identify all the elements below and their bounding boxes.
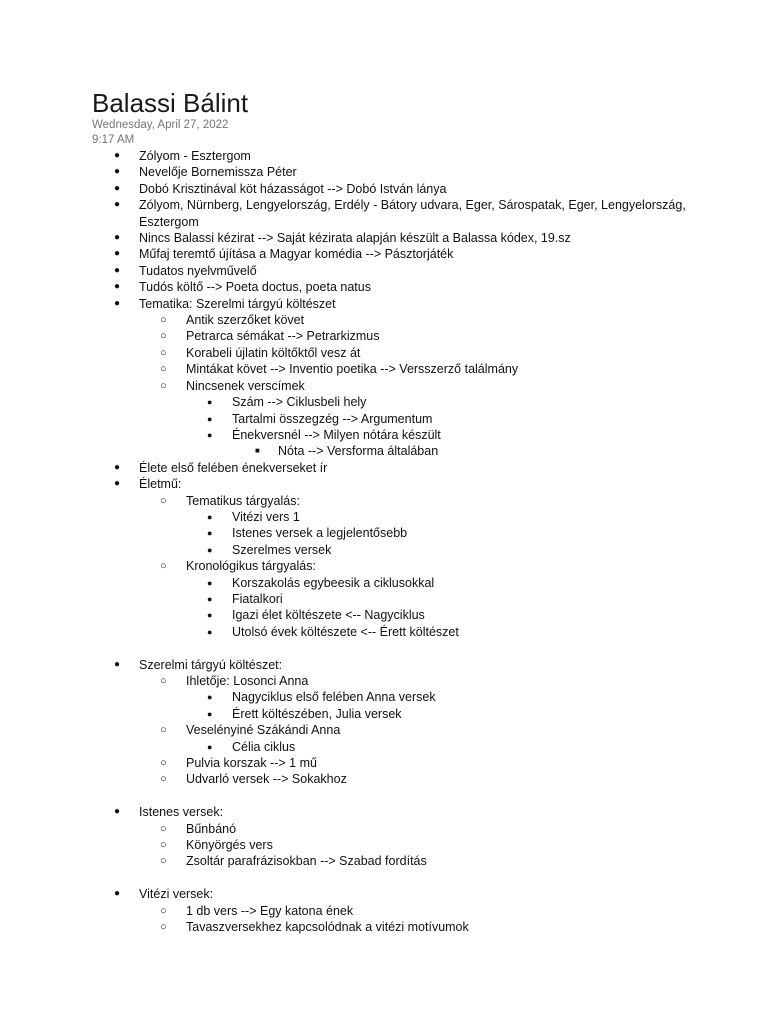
outline-item-text: Könyörgés vers bbox=[186, 838, 273, 853]
outline-item-level-1[interactable] bbox=[92, 493, 712, 509]
outline-item-text: Kronológikus tárgyalás: bbox=[186, 559, 316, 574]
filled-circle-bullet-icon: ● bbox=[207, 741, 213, 752]
outline-item-level-2[interactable] bbox=[92, 689, 712, 705]
outline-item-level-0[interactable] bbox=[92, 230, 712, 246]
outline-item-level-1[interactable] bbox=[92, 673, 712, 689]
filled-circle-bullet-icon: ● bbox=[207, 511, 213, 522]
outline-item-level-1[interactable] bbox=[92, 755, 712, 771]
outline-item-text: Zólyom, Nürnberg, Lengyelország, Erdély - Bátory udvara, Eger, Sárospatak, Eger, Lengyelország, Esztergom bbox=[139, 198, 686, 229]
outline-item-text: Tavaszversekhez kapcsolódnak a vitézi motívumok bbox=[186, 920, 469, 935]
hollow-circle-bullet-icon: ○ bbox=[160, 921, 167, 934]
filled-circle-bullet-icon: ● bbox=[114, 297, 121, 309]
hollow-circle-bullet-icon: ○ bbox=[160, 314, 167, 327]
outline-item-level-0[interactable] bbox=[92, 263, 712, 279]
outline-item-level-1[interactable] bbox=[92, 312, 712, 328]
outline-item-text: Zólyom - Esztergom bbox=[139, 149, 251, 163]
outline-item-level-1[interactable] bbox=[92, 903, 712, 919]
outline-item-level-1[interactable] bbox=[92, 722, 712, 738]
square-bullet-icon: ■ bbox=[255, 446, 260, 456]
outline-item-level-2[interactable] bbox=[92, 624, 712, 640]
outline-item-level-0[interactable] bbox=[92, 460, 712, 476]
outline-item-text: Petrarca sémákat --> Petrarkizmus bbox=[186, 329, 380, 344]
filled-circle-bullet-icon: ● bbox=[207, 413, 213, 424]
outline-item-text: Tematika: Szerelmi tárgyú költészet bbox=[139, 296, 336, 311]
outline-item-level-0[interactable] bbox=[92, 657, 712, 673]
filled-circle-bullet-icon: ● bbox=[207, 593, 213, 604]
filled-circle-bullet-icon: ● bbox=[207, 692, 213, 703]
filled-circle-bullet-icon: ● bbox=[207, 708, 213, 719]
outline-item-text: Szerelmi tárgyú költészet: bbox=[139, 657, 283, 672]
outline-item-level-0[interactable] bbox=[92, 164, 712, 180]
outline-item-level-1[interactable] bbox=[92, 919, 712, 935]
outline-item-text: Nevelője Bornemissza Péter bbox=[139, 165, 297, 180]
filled-circle-bullet-icon: ● bbox=[207, 610, 213, 621]
outline-item-text: Zsoltár parafrázisokban --> Szabad fordítás bbox=[186, 854, 427, 869]
outline-item-level-1[interactable] bbox=[92, 771, 712, 787]
outline-item-level-1[interactable] bbox=[92, 821, 712, 837]
outline-item-text: Vitézi vers 1 bbox=[232, 509, 300, 524]
outline-item-level-3[interactable] bbox=[92, 443, 712, 459]
hollow-circle-bullet-icon: ○ bbox=[160, 724, 167, 737]
filled-circle-bullet-icon: ● bbox=[114, 806, 121, 818]
hollow-circle-bullet-icon: ○ bbox=[160, 839, 167, 852]
outline-item-level-0[interactable] bbox=[92, 886, 712, 902]
outline-item-text: 1 db vers --> Egy katona ének bbox=[186, 903, 354, 918]
note-time: 9:17 AM bbox=[92, 134, 135, 146]
outline-item-text: Életmű: bbox=[139, 477, 182, 492]
filled-circle-bullet-icon: ● bbox=[114, 248, 121, 260]
hollow-circle-bullet-icon: ○ bbox=[160, 773, 167, 786]
outline-item-text: Tudós költő --> Poeta doctus, poeta natus bbox=[139, 280, 371, 295]
filled-circle-bullet-icon: ● bbox=[114, 888, 121, 900]
outline-item-text: Istenes versek: bbox=[139, 805, 224, 820]
hollow-circle-bullet-icon: ○ bbox=[160, 904, 167, 917]
outline-item-level-0[interactable] bbox=[92, 197, 712, 230]
outline-item-text: Nincs Balassi kézirat --> Saját kézirata alapján készült a Balassa kódex, 19.sz bbox=[139, 231, 571, 246]
outline-item-level-2[interactable] bbox=[92, 591, 712, 607]
outline-item-text: Dobó Krisztinával köt házasságot --> Dobó István lánya bbox=[139, 181, 447, 196]
outline-item-level-2[interactable] bbox=[92, 542, 712, 558]
outline-item-text: Érett költészében, Julia versek bbox=[232, 706, 402, 721]
outline-item-text: Nóta --> Versforma általában bbox=[278, 444, 439, 459]
outline-item-level-1[interactable] bbox=[92, 361, 712, 377]
filled-circle-bullet-icon: ● bbox=[207, 397, 213, 408]
outline-item-text: Vitézi versek: bbox=[139, 887, 214, 902]
filled-circle-bullet-icon: ● bbox=[114, 166, 121, 178]
filled-circle-bullet-icon: ● bbox=[114, 264, 121, 276]
hollow-circle-bullet-icon: ○ bbox=[160, 346, 167, 359]
outline-item-text: Ihletője: Losonci Anna bbox=[186, 673, 309, 688]
hollow-circle-bullet-icon: ○ bbox=[160, 822, 167, 835]
filled-circle-bullet-icon: ● bbox=[114, 232, 121, 244]
outline-item-text: Veselényiné Szákándi Anna bbox=[186, 723, 341, 738]
outline-item-level-1[interactable] bbox=[92, 378, 712, 394]
outline-item-text: Mintákat követ --> Inventio poetika --> Versszerző találmány bbox=[186, 362, 519, 377]
outline-item-text: Pulvia korszak --> 1 mű bbox=[186, 756, 317, 771]
outline-item-text: Bűnbánó bbox=[186, 821, 237, 836]
outline-item-level-0[interactable] bbox=[92, 246, 712, 262]
outline-item-text: Korabeli újlatin költőktől vesz át bbox=[186, 345, 361, 360]
hollow-circle-bullet-icon: ○ bbox=[160, 560, 167, 573]
filled-circle-bullet-icon: ● bbox=[114, 150, 121, 161]
outline-item-text: Nagyciklus első felében Anna versek bbox=[232, 690, 436, 705]
filled-circle-bullet-icon: ● bbox=[207, 528, 213, 539]
note-page bbox=[92, 88, 712, 935]
outline-item-level-2[interactable] bbox=[92, 411, 712, 427]
hollow-circle-bullet-icon: ○ bbox=[160, 674, 167, 687]
outline-item-level-2[interactable] bbox=[92, 575, 712, 591]
outline-item-text: Tudatos nyelvművelő bbox=[139, 263, 257, 278]
outline-item-level-0[interactable] bbox=[92, 296, 712, 312]
outline-item-text: Fiatalkori bbox=[232, 591, 283, 606]
outline-item-text: Antik szerzőket követ bbox=[186, 313, 305, 328]
outline-item-level-2[interactable] bbox=[92, 739, 712, 755]
outline-item-text: Tartalmi összegzég --> Argumentum bbox=[232, 411, 433, 426]
outline-item-level-0[interactable] bbox=[92, 181, 712, 197]
filled-circle-bullet-icon: ● bbox=[207, 429, 213, 440]
outline-item-level-2[interactable] bbox=[92, 706, 712, 722]
outline-item-text: Igazi élet költészete <-- Nagyciklus bbox=[232, 608, 425, 623]
hollow-circle-bullet-icon: ○ bbox=[160, 757, 167, 770]
hollow-circle-bullet-icon: ○ bbox=[160, 363, 167, 376]
filled-circle-bullet-icon: ● bbox=[114, 658, 121, 670]
page-title[interactable]: Balassi Bálint bbox=[92, 88, 249, 118]
hollow-circle-bullet-icon: ○ bbox=[160, 855, 167, 868]
outline-item-text: Célia ciklus bbox=[232, 739, 296, 754]
outline-item-text: Utolsó évek költészete <-- Érett költészet bbox=[232, 624, 459, 639]
outline-item-level-1[interactable] bbox=[92, 558, 712, 574]
filled-circle-bullet-icon: ● bbox=[207, 577, 213, 588]
outline-item-level-2[interactable] bbox=[92, 427, 712, 443]
hollow-circle-bullet-icon: ○ bbox=[160, 379, 167, 392]
outline-item-level-2[interactable] bbox=[92, 607, 712, 623]
blank-line bbox=[92, 640, 712, 656]
blank-line bbox=[92, 870, 712, 886]
outline-item-text: Udvarló versek --> Sokakhoz bbox=[186, 772, 347, 787]
outline-item-text: Énekversnél --> Milyen nótára készült bbox=[232, 427, 441, 442]
outline-item-text: Szerelmes versek bbox=[232, 542, 332, 557]
outline-item-level-1[interactable] bbox=[92, 853, 712, 869]
filled-circle-bullet-icon: ● bbox=[114, 478, 121, 490]
outline-item-text: Nincsenek verscímek bbox=[186, 378, 305, 393]
outline-item-level-1[interactable] bbox=[92, 837, 712, 853]
outline-item-text: Tematikus tárgyalás: bbox=[186, 493, 300, 508]
outline-item-level-2[interactable] bbox=[92, 509, 712, 525]
filled-circle-bullet-icon: ● bbox=[114, 461, 121, 473]
filled-circle-bullet-icon: ● bbox=[114, 281, 121, 293]
outline-item-level-0[interactable] bbox=[92, 804, 712, 820]
filled-circle-bullet-icon: ● bbox=[207, 544, 213, 555]
outline-item-level-2[interactable] bbox=[92, 525, 712, 541]
note-date: Wednesday, April 27, 2022 bbox=[92, 119, 229, 131]
hollow-circle-bullet-icon: ○ bbox=[160, 330, 167, 343]
outline-item-text: Korszakolás egybeesik a ciklusokkal bbox=[232, 575, 435, 590]
blank-line bbox=[92, 788, 712, 804]
outline-item-text: Istenes versek a legjelentősebb bbox=[232, 526, 408, 541]
filled-circle-bullet-icon: ● bbox=[207, 626, 213, 637]
outline-item-level-0[interactable] bbox=[92, 279, 712, 295]
filled-circle-bullet-icon: ● bbox=[114, 199, 121, 211]
outline-item-level-2[interactable] bbox=[92, 394, 712, 410]
outline-item-level-0[interactable] bbox=[92, 148, 712, 164]
outline-item-level-1[interactable] bbox=[92, 328, 712, 344]
outline-item-text: Műfaj teremtő újítása a Magyar komédia --> Pásztorjáték bbox=[139, 247, 454, 262]
filled-circle-bullet-icon: ● bbox=[114, 182, 121, 194]
outline-item-level-1[interactable] bbox=[92, 345, 712, 361]
outline-item-text: Élete első felében énekverseket ír bbox=[139, 460, 328, 475]
note-outline[interactable] bbox=[92, 148, 712, 935]
hollow-circle-bullet-icon: ○ bbox=[160, 494, 167, 507]
outline-item-level-0[interactable] bbox=[92, 476, 712, 492]
outline-item-text: Szám --> Ciklusbeli hely bbox=[232, 395, 367, 410]
